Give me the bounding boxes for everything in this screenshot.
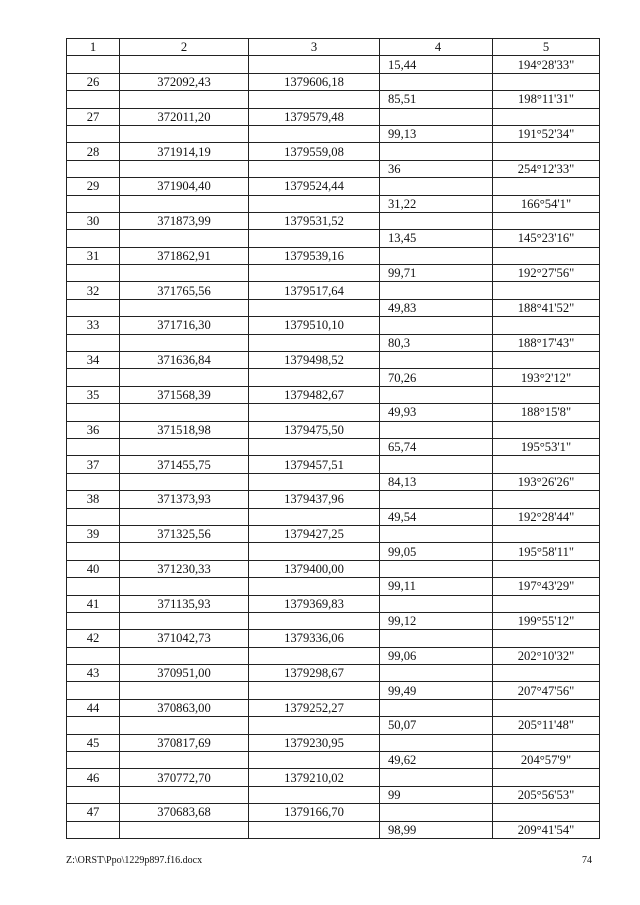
table-row	[67, 508, 600, 525]
point-number-cell	[67, 438, 120, 455]
y-coordinate-cell	[249, 299, 380, 316]
bearing-cell: 204°57'9"	[493, 752, 600, 769]
x-coordinate-cell	[120, 752, 249, 769]
table-row	[67, 265, 600, 282]
distance-cell: 31,22	[380, 195, 493, 212]
table-row	[67, 491, 600, 508]
bearing-cell	[493, 665, 600, 682]
x-coordinate-cell	[120, 612, 249, 629]
point-number-cell	[67, 299, 120, 316]
y-coordinate-cell: 1379298,67	[249, 665, 380, 682]
y-coordinate-cell	[249, 612, 380, 629]
point-number-cell	[67, 369, 120, 386]
x-coordinate-cell: 371904,40	[120, 178, 249, 195]
bearing-cell	[493, 352, 600, 369]
header-col-1: 1	[67, 39, 120, 56]
distance-cell: 70,26	[380, 369, 493, 386]
y-coordinate-cell: 1379210,02	[249, 769, 380, 786]
x-coordinate-cell: 371042,73	[120, 630, 249, 647]
point-number-cell	[67, 473, 120, 490]
distance-cell	[380, 352, 493, 369]
point-number-cell	[67, 786, 120, 803]
x-coordinate-cell	[120, 160, 249, 177]
point-number-cell: 34	[67, 352, 120, 369]
distance-cell: 99,05	[380, 543, 493, 560]
point-number-cell: 40	[67, 560, 120, 577]
bearing-cell	[493, 734, 600, 751]
bearing-cell	[493, 491, 600, 508]
table-row	[67, 108, 600, 125]
y-coordinate-cell	[249, 647, 380, 664]
bearing-cell	[493, 317, 600, 334]
footer-page-number: 74	[582, 855, 592, 866]
table-row	[67, 734, 600, 751]
point-number-cell: 27	[67, 108, 120, 125]
distance-cell	[380, 630, 493, 647]
point-number-cell: 36	[67, 421, 120, 438]
x-coordinate-cell: 371135,93	[120, 595, 249, 612]
y-coordinate-cell	[249, 821, 380, 838]
table-row	[67, 91, 600, 108]
x-coordinate-cell	[120, 786, 249, 803]
y-coordinate-cell: 1379166,70	[249, 804, 380, 821]
x-coordinate-cell: 371568,39	[120, 386, 249, 403]
bearing-cell	[493, 247, 600, 264]
point-number-cell	[67, 578, 120, 595]
distance-cell	[380, 247, 493, 264]
bearing-cell	[493, 769, 600, 786]
bearing-cell	[493, 178, 600, 195]
header-col-5: 5	[493, 39, 600, 56]
table-row	[67, 769, 600, 786]
x-coordinate-cell: 371455,75	[120, 456, 249, 473]
table-row	[67, 247, 600, 264]
table-row	[67, 630, 600, 647]
y-coordinate-cell	[249, 543, 380, 560]
table-row	[67, 612, 600, 629]
point-number-cell	[67, 195, 120, 212]
distance-cell	[380, 699, 493, 716]
point-number-cell	[67, 612, 120, 629]
x-coordinate-cell: 371862,91	[120, 247, 249, 264]
x-coordinate-cell	[120, 682, 249, 699]
y-coordinate-cell: 1379531,52	[249, 212, 380, 229]
point-number-cell	[67, 508, 120, 525]
point-number-cell: 26	[67, 73, 120, 90]
header-col-4: 4	[380, 39, 493, 56]
x-coordinate-cell	[120, 125, 249, 142]
y-coordinate-cell: 1379230,95	[249, 734, 380, 751]
bearing-cell: 145°23'16"	[493, 230, 600, 247]
bearing-cell: 195°58'11"	[493, 543, 600, 560]
bearing-cell: 191°52'34"	[493, 125, 600, 142]
table-row	[67, 717, 600, 734]
distance-cell	[380, 595, 493, 612]
distance-cell	[380, 317, 493, 334]
bearing-cell: 193°26'26"	[493, 473, 600, 490]
distance-cell: 13,45	[380, 230, 493, 247]
distance-cell	[380, 108, 493, 125]
y-coordinate-cell: 1379475,50	[249, 421, 380, 438]
distance-cell: 49,83	[380, 299, 493, 316]
x-coordinate-cell	[120, 473, 249, 490]
point-number-cell: 28	[67, 143, 120, 160]
point-number-cell	[67, 230, 120, 247]
x-coordinate-cell: 371230,33	[120, 560, 249, 577]
table-row	[67, 195, 600, 212]
bearing-cell	[493, 108, 600, 125]
point-number-cell: 35	[67, 386, 120, 403]
table-row	[67, 352, 600, 369]
table-row	[67, 73, 600, 90]
header-col-3: 3	[249, 39, 380, 56]
x-coordinate-cell	[120, 56, 249, 73]
point-number-cell: 41	[67, 595, 120, 612]
table-row	[67, 804, 600, 821]
point-number-cell: 37	[67, 456, 120, 473]
y-coordinate-cell	[249, 265, 380, 282]
distance-cell	[380, 560, 493, 577]
distance-cell: 99,11	[380, 578, 493, 595]
distance-cell: 99	[380, 786, 493, 803]
y-coordinate-cell	[249, 786, 380, 803]
point-number-cell: 39	[67, 525, 120, 542]
distance-cell	[380, 491, 493, 508]
y-coordinate-cell: 1379400,00	[249, 560, 380, 577]
point-number-cell: 30	[67, 212, 120, 229]
distance-cell	[380, 665, 493, 682]
y-coordinate-cell	[249, 473, 380, 490]
y-coordinate-cell	[249, 717, 380, 734]
distance-cell	[380, 178, 493, 195]
distance-cell	[380, 421, 493, 438]
table-body	[67, 56, 600, 839]
point-number-cell	[67, 647, 120, 664]
x-coordinate-cell	[120, 543, 249, 560]
distance-cell: 49,93	[380, 404, 493, 421]
bearing-cell: 188°17'43"	[493, 334, 600, 351]
y-coordinate-cell: 1379457,51	[249, 456, 380, 473]
y-coordinate-cell: 1379606,18	[249, 73, 380, 90]
point-number-cell	[67, 91, 120, 108]
x-coordinate-cell	[120, 647, 249, 664]
distance-cell	[380, 525, 493, 542]
table-row	[67, 543, 600, 560]
y-coordinate-cell	[249, 438, 380, 455]
table-row	[67, 665, 600, 682]
x-coordinate-cell: 371518,98	[120, 421, 249, 438]
distance-cell: 36	[380, 160, 493, 177]
bearing-cell	[493, 630, 600, 647]
point-number-cell: 29	[67, 178, 120, 195]
y-coordinate-cell: 1379252,27	[249, 699, 380, 716]
table-row	[67, 404, 600, 421]
distance-cell: 65,74	[380, 438, 493, 455]
y-coordinate-cell	[249, 56, 380, 73]
point-number-cell: 46	[67, 769, 120, 786]
bearing-cell: 205°56'53"	[493, 786, 600, 803]
bearing-cell	[493, 804, 600, 821]
table-row	[67, 595, 600, 612]
table-row	[67, 473, 600, 490]
table-row	[67, 699, 600, 716]
point-number-cell: 32	[67, 282, 120, 299]
x-coordinate-cell	[120, 578, 249, 595]
table-row	[67, 282, 600, 299]
y-coordinate-cell: 1379510,10	[249, 317, 380, 334]
bearing-cell: 166°54'1"	[493, 195, 600, 212]
point-number-cell	[67, 334, 120, 351]
point-number-cell: 44	[67, 699, 120, 716]
point-number-cell: 47	[67, 804, 120, 821]
point-number-cell	[67, 404, 120, 421]
point-number-cell: 31	[67, 247, 120, 264]
bearing-cell	[493, 282, 600, 299]
distance-cell: 80,3	[380, 334, 493, 351]
point-number-cell	[67, 56, 120, 73]
point-number-cell: 33	[67, 317, 120, 334]
table-row	[67, 143, 600, 160]
y-coordinate-cell: 1379498,52	[249, 352, 380, 369]
table-row	[67, 525, 600, 542]
x-coordinate-cell: 370863,00	[120, 699, 249, 716]
point-number-cell	[67, 682, 120, 699]
x-coordinate-cell: 370817,69	[120, 734, 249, 751]
table-row	[67, 386, 600, 403]
table-row	[67, 786, 600, 803]
y-coordinate-cell	[249, 160, 380, 177]
y-coordinate-cell	[249, 369, 380, 386]
y-coordinate-cell	[249, 682, 380, 699]
table-row	[67, 578, 600, 595]
point-number-cell	[67, 125, 120, 142]
y-coordinate-cell: 1379539,16	[249, 247, 380, 264]
y-coordinate-cell	[249, 752, 380, 769]
y-coordinate-cell	[249, 125, 380, 142]
bearing-cell	[493, 560, 600, 577]
coordinates-table	[66, 38, 600, 839]
x-coordinate-cell	[120, 438, 249, 455]
bearing-cell	[493, 456, 600, 473]
distance-cell	[380, 282, 493, 299]
table-row	[67, 334, 600, 351]
distance-cell: 84,13	[380, 473, 493, 490]
point-number-cell	[67, 543, 120, 560]
distance-cell: 98,99	[380, 821, 493, 838]
point-number-cell	[67, 821, 120, 838]
x-coordinate-cell: 371716,30	[120, 317, 249, 334]
bearing-cell	[493, 73, 600, 90]
table-row	[67, 178, 600, 195]
distance-cell: 99,71	[380, 265, 493, 282]
x-coordinate-cell	[120, 717, 249, 734]
distance-cell	[380, 73, 493, 90]
x-coordinate-cell: 371914,19	[120, 143, 249, 160]
y-coordinate-cell: 1379336,06	[249, 630, 380, 647]
distance-cell	[380, 456, 493, 473]
table-row	[67, 230, 600, 247]
point-number-cell	[67, 160, 120, 177]
x-coordinate-cell: 370951,00	[120, 665, 249, 682]
bearing-cell	[493, 699, 600, 716]
point-number-cell	[67, 752, 120, 769]
bearing-cell: 199°55'12"	[493, 612, 600, 629]
x-coordinate-cell: 371373,93	[120, 491, 249, 508]
x-coordinate-cell	[120, 369, 249, 386]
distance-cell	[380, 386, 493, 403]
table-row	[67, 125, 600, 142]
x-coordinate-cell: 371765,56	[120, 282, 249, 299]
x-coordinate-cell	[120, 91, 249, 108]
y-coordinate-cell	[249, 404, 380, 421]
table-row	[67, 682, 600, 699]
x-coordinate-cell	[120, 230, 249, 247]
table-row	[67, 821, 600, 838]
bearing-cell: 254°12'33"	[493, 160, 600, 177]
bearing-cell	[493, 525, 600, 542]
y-coordinate-cell: 1379579,48	[249, 108, 380, 125]
distance-cell: 99,13	[380, 125, 493, 142]
point-number-cell: 45	[67, 734, 120, 751]
y-coordinate-cell: 1379482,67	[249, 386, 380, 403]
distance-cell: 49,54	[380, 508, 493, 525]
y-coordinate-cell	[249, 578, 380, 595]
point-number-cell	[67, 717, 120, 734]
bearing-cell: 202°10'32"	[493, 647, 600, 664]
x-coordinate-cell	[120, 334, 249, 351]
y-coordinate-cell: 1379524,44	[249, 178, 380, 195]
table-row	[67, 438, 600, 455]
x-coordinate-cell: 372011,20	[120, 108, 249, 125]
distance-cell: 15,44	[380, 56, 493, 73]
bearing-cell: 207°47'56"	[493, 682, 600, 699]
point-number-cell: 43	[67, 665, 120, 682]
x-coordinate-cell: 372092,43	[120, 73, 249, 90]
table-row	[67, 56, 600, 73]
bearing-cell: 198°11'31"	[493, 91, 600, 108]
y-coordinate-cell	[249, 508, 380, 525]
x-coordinate-cell	[120, 299, 249, 316]
y-coordinate-cell	[249, 195, 380, 212]
distance-cell: 85,51	[380, 91, 493, 108]
bearing-cell: 194°28'33"	[493, 56, 600, 73]
distance-cell: 99,12	[380, 612, 493, 629]
distance-cell	[380, 143, 493, 160]
bearing-cell	[493, 143, 600, 160]
table-row	[67, 160, 600, 177]
bearing-cell: 205°11'48"	[493, 717, 600, 734]
distance-cell: 99,06	[380, 647, 493, 664]
x-coordinate-cell	[120, 821, 249, 838]
table-row	[67, 456, 600, 473]
table-row	[67, 752, 600, 769]
table-row	[67, 421, 600, 438]
bearing-cell: 209°41'54"	[493, 821, 600, 838]
table-row	[67, 212, 600, 229]
table-row	[67, 369, 600, 386]
table-row	[67, 317, 600, 334]
point-number-cell: 38	[67, 491, 120, 508]
distance-cell: 50,07	[380, 717, 493, 734]
footer-file-path: Z:\ORST\Ppo\1229p897.f16.docx	[66, 855, 203, 866]
distance-cell	[380, 734, 493, 751]
x-coordinate-cell: 370772,70	[120, 769, 249, 786]
header-col-2: 2	[120, 39, 249, 56]
x-coordinate-cell	[120, 404, 249, 421]
x-coordinate-cell: 370683,68	[120, 804, 249, 821]
table-row	[67, 299, 600, 316]
bearing-cell	[493, 595, 600, 612]
point-number-cell: 42	[67, 630, 120, 647]
point-number-cell	[67, 265, 120, 282]
bearing-cell	[493, 386, 600, 403]
table-row	[67, 647, 600, 664]
x-coordinate-cell: 371325,56	[120, 525, 249, 542]
y-coordinate-cell	[249, 91, 380, 108]
bearing-cell: 195°53'1"	[493, 438, 600, 455]
y-coordinate-cell: 1379369,83	[249, 595, 380, 612]
distance-cell	[380, 769, 493, 786]
bearing-cell: 197°43'29"	[493, 578, 600, 595]
x-coordinate-cell	[120, 265, 249, 282]
distance-cell	[380, 804, 493, 821]
bearing-cell: 192°28'44"	[493, 508, 600, 525]
y-coordinate-cell: 1379517,64	[249, 282, 380, 299]
y-coordinate-cell: 1379559,08	[249, 143, 380, 160]
table-row	[67, 560, 600, 577]
distance-cell: 49,62	[380, 752, 493, 769]
bearing-cell	[493, 212, 600, 229]
table-header-row	[67, 39, 600, 56]
distance-cell	[380, 212, 493, 229]
x-coordinate-cell: 371873,99	[120, 212, 249, 229]
x-coordinate-cell	[120, 195, 249, 212]
y-coordinate-cell: 1379427,25	[249, 525, 380, 542]
bearing-cell: 188°41'52"	[493, 299, 600, 316]
bearing-cell: 188°15'8"	[493, 404, 600, 421]
y-coordinate-cell	[249, 334, 380, 351]
bearing-cell: 193°2'12"	[493, 369, 600, 386]
bearing-cell: 192°27'56"	[493, 265, 600, 282]
y-coordinate-cell: 1379437,96	[249, 491, 380, 508]
bearing-cell	[493, 421, 600, 438]
x-coordinate-cell	[120, 508, 249, 525]
x-coordinate-cell: 371636,84	[120, 352, 249, 369]
y-coordinate-cell	[249, 230, 380, 247]
distance-cell: 99,49	[380, 682, 493, 699]
